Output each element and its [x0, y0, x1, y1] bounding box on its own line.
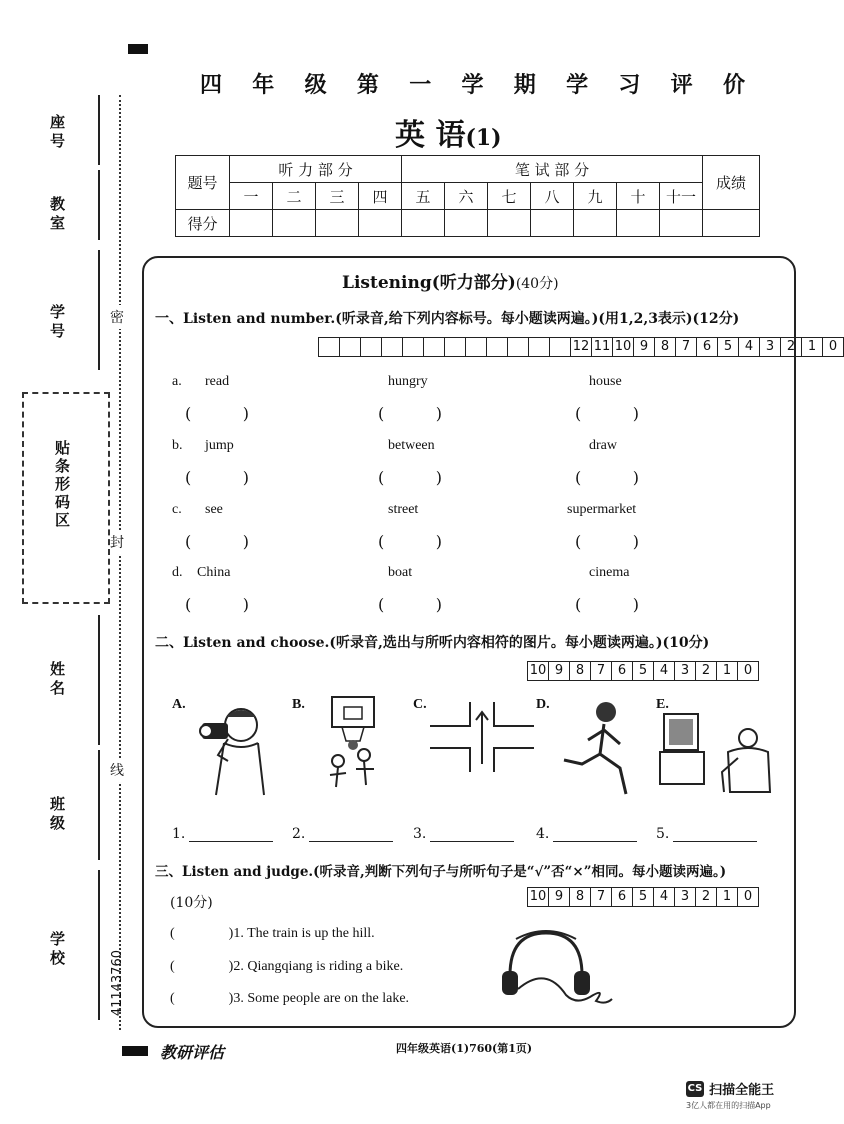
vocab-word: China	[197, 565, 231, 580]
answer-parentheses[interactable]	[378, 468, 442, 487]
score-box-cell[interactable]	[528, 338, 549, 356]
score-box-cell[interactable]: 6	[696, 338, 717, 356]
paren-close: )	[435, 404, 442, 423]
vocab-word: see	[205, 502, 223, 517]
score-box-cell[interactable]: 11	[591, 338, 612, 356]
section2-score-box	[527, 661, 759, 681]
vocab-word: street	[388, 502, 419, 517]
vocab-word: cinema	[589, 565, 630, 580]
vocab-word: between	[388, 438, 435, 453]
picture-boy-camera	[196, 695, 276, 795]
barcode-area-label: 贴条形码区	[53, 440, 71, 530]
paren-close: )	[242, 595, 249, 614]
score-box-cell[interactable]: 9	[548, 888, 569, 906]
answer-parentheses[interactable]	[378, 404, 442, 423]
student-no-line	[98, 250, 100, 370]
answer-parentheses[interactable]	[575, 532, 639, 551]
score-box-cell[interactable]: 7	[675, 338, 696, 356]
answer-parentheses[interactable]	[378, 532, 442, 551]
q-number: 四	[359, 183, 402, 210]
judge-paren: (	[170, 926, 175, 941]
scanner-watermark	[686, 1078, 774, 1111]
judge-paren: (	[170, 959, 175, 974]
score-box-cell[interactable]: 0	[737, 662, 758, 680]
paren-open: (	[575, 595, 582, 614]
answer-parentheses[interactable]	[575, 404, 639, 423]
paren-close: )	[632, 404, 639, 423]
subject-title	[395, 110, 502, 154]
room-line	[98, 170, 100, 240]
answer-parentheses[interactable]	[378, 595, 442, 614]
score-cell[interactable]	[316, 210, 359, 237]
seat-line	[98, 95, 100, 165]
score-box-cell[interactable]	[360, 338, 381, 356]
score-box-cell[interactable]: 5	[632, 888, 653, 906]
title-char: 年	[252, 72, 275, 98]
listening-title-text: Listening(听力部分)	[342, 273, 516, 293]
exam-title	[200, 68, 745, 99]
judge-text: )1. The train is up the hill.	[228, 926, 375, 941]
paren-open: (	[378, 532, 385, 551]
section1-title: 一、Listen and number.(听录音,给下列内容标号。每小题读两遍。)(用1,2,3表示)(12分)	[155, 311, 740, 327]
vocab-word: jump	[205, 438, 234, 453]
row-letter: d.	[172, 565, 183, 580]
score-box-cell[interactable]: 4	[738, 338, 759, 356]
name-line	[98, 615, 100, 745]
score-box-cell[interactable]	[423, 338, 444, 356]
paren-open: (	[378, 404, 385, 423]
school-line	[98, 870, 100, 1020]
title-char: 学	[566, 72, 589, 98]
score-box-cell[interactable]: 10	[529, 663, 547, 678]
subject-name: 英 语	[395, 118, 466, 153]
score-box-cell[interactable]: 3	[759, 338, 780, 356]
student-no-label: 学号	[48, 304, 66, 342]
picture-label-c: C.	[413, 697, 427, 712]
footer-mark	[122, 1046, 148, 1056]
score-box-cell[interactable]: 4	[653, 662, 674, 680]
registration-mark	[128, 44, 148, 54]
paren-close: )	[435, 595, 442, 614]
title-char: 一	[409, 72, 432, 98]
cut-feng: 封	[110, 530, 124, 554]
paren-open: (	[575, 404, 582, 423]
score-box-cell[interactable]: 4	[653, 888, 674, 906]
score-cell[interactable]	[488, 210, 531, 237]
paren-close: )	[632, 532, 639, 551]
title-char: 价	[722, 72, 745, 98]
answer-parentheses[interactable]	[185, 595, 249, 614]
answer-parentheses[interactable]	[185, 468, 249, 487]
q-number: 一	[230, 183, 273, 210]
vocab-word: hungry	[388, 374, 428, 389]
row-letter: c.	[172, 502, 182, 517]
picture-label-d: D.	[536, 697, 550, 712]
score-box-cell[interactable]: 5	[632, 662, 653, 680]
score-box-cell[interactable]: 8	[654, 338, 675, 356]
paren-open: (	[378, 468, 385, 487]
q-number: 六	[445, 183, 488, 210]
score-box-cell[interactable]	[319, 338, 339, 356]
score-box-cell[interactable]: 10	[529, 889, 547, 904]
score-box-cell[interactable]: 0	[737, 888, 758, 906]
score-box-cell[interactable]: 9	[548, 662, 569, 680]
vocab-word: boat	[388, 565, 413, 580]
score-box-cell[interactable]: 5	[717, 338, 738, 356]
vocab-word: supermarket	[567, 502, 637, 517]
score-box-cell[interactable]: 1	[801, 338, 822, 356]
score-row-label: 得分	[176, 210, 230, 237]
blank-number: 2.	[292, 826, 306, 842]
title-char: 四	[200, 72, 223, 98]
paren-open: (	[185, 404, 192, 423]
score-box-cell[interactable]: 6	[611, 662, 632, 680]
section1-score-box	[318, 337, 844, 357]
q-number: 十	[617, 183, 660, 210]
cut-line	[119, 95, 121, 1030]
score-box-cell[interactable]: 1	[716, 662, 737, 680]
score-cell[interactable]	[574, 210, 617, 237]
blank-number: 1.	[172, 826, 186, 842]
paren-open: (	[185, 595, 192, 614]
judge-item-3[interactable]	[170, 991, 409, 1007]
school-label: 学校	[48, 931, 66, 969]
scanner-logo: CS	[686, 1081, 704, 1097]
paren-close: )	[242, 468, 249, 487]
score-cell[interactable]	[617, 210, 660, 237]
paren-open: (	[185, 468, 192, 487]
total-score-cell[interactable]	[703, 210, 760, 237]
vocab-word: draw	[589, 438, 617, 453]
score-cell[interactable]	[445, 210, 488, 237]
total-header: 成绩	[703, 156, 760, 210]
score-box-cell[interactable]: 2	[695, 662, 716, 680]
score-box-cell[interactable]: 2	[780, 338, 801, 356]
answer-blank-1[interactable]	[172, 826, 273, 842]
paren-close: )	[242, 404, 249, 423]
answer-blank-3[interactable]	[413, 826, 514, 842]
picture-label-e: E.	[656, 697, 669, 712]
paren-close: )	[632, 468, 639, 487]
answer-blank-4[interactable]	[536, 826, 637, 842]
score-box-cell[interactable]	[486, 338, 507, 356]
blank-number: 4.	[536, 826, 550, 842]
row-letter: b.	[172, 438, 183, 453]
paren-open: (	[575, 532, 582, 551]
picture-crossroad	[430, 702, 534, 772]
paren-close: )	[435, 532, 442, 551]
paren-open: (	[378, 595, 385, 614]
cut-mi: 密	[110, 305, 124, 329]
score-box-cell[interactable]: 6	[611, 888, 632, 906]
q-number: 十一	[660, 183, 703, 210]
room-label: 教室	[48, 196, 66, 234]
picture-runner	[560, 698, 640, 798]
section3-score-box	[527, 887, 759, 907]
serial-number: 41143760	[110, 950, 125, 1017]
score-cell[interactable]	[531, 210, 574, 237]
footer-page-info: 四年级英语(1)760(第1页)	[396, 1042, 533, 1055]
cut-xian: 线	[110, 758, 124, 782]
answer-parentheses[interactable]	[575, 468, 639, 487]
q-number: 七	[488, 183, 531, 210]
paren-close: )	[435, 468, 442, 487]
title-char: 习	[618, 72, 641, 98]
picture-watching-tv	[656, 708, 776, 798]
q-number: 八	[531, 183, 574, 210]
headphones-icon	[496, 925, 616, 1007]
score-cell[interactable]	[402, 210, 445, 237]
q-number: 二	[273, 183, 316, 210]
answer-blank-2[interactable]	[292, 826, 393, 842]
title-char: 第	[356, 72, 379, 98]
footer-publisher: 教研评估	[160, 1043, 225, 1062]
picture-label-b: B.	[292, 697, 305, 712]
scanner-tagline: 3亿人都在用的扫描App	[686, 1101, 771, 1110]
q-number: 五	[402, 183, 445, 210]
score-box-cell[interactable]	[444, 338, 465, 356]
score-box-cell[interactable]	[339, 338, 360, 356]
score-box-cell[interactable]: 0	[822, 338, 843, 356]
score-cell[interactable]	[359, 210, 402, 237]
class-label: 班级	[48, 796, 66, 834]
score-box-cell[interactable]: 7	[590, 888, 611, 906]
score-box-cell[interactable]	[507, 338, 528, 356]
vocab-word: read	[205, 374, 230, 389]
judge-text: )2. Qiangqiang is riding a bike.	[228, 959, 404, 974]
judge-item-2[interactable]	[170, 959, 403, 975]
judge-paren: (	[170, 991, 175, 1006]
score-box-cell[interactable]	[549, 338, 570, 356]
score-box-cell[interactable]: 2	[695, 888, 716, 906]
score-box-cell[interactable]: 12	[570, 338, 591, 356]
score-box-cell[interactable]: 7	[590, 662, 611, 680]
picture-basketball	[318, 695, 388, 805]
score-box-cell[interactable]: 1	[716, 888, 737, 906]
section3-title: 三、Listen and judge.(听录音,判断下列句子与所听句子是“√”否“×”相同。每小题读两遍。)	[155, 864, 727, 880]
seat-label: 座号	[48, 114, 66, 152]
blank-number: 5.	[656, 826, 670, 842]
listening-title	[342, 268, 559, 293]
score-box-cell[interactable]: 8	[569, 888, 590, 906]
q-number: 九	[574, 183, 617, 210]
score-cell[interactable]	[230, 210, 273, 237]
paren-close: )	[632, 595, 639, 614]
score-box-cell[interactable]	[402, 338, 423, 356]
score-box-cell[interactable]: 3	[674, 888, 695, 906]
q-number: 三	[316, 183, 359, 210]
question-no-header: 题号	[176, 156, 230, 210]
answer-parentheses[interactable]	[185, 404, 249, 423]
class-line	[98, 750, 100, 860]
score-cell[interactable]	[273, 210, 316, 237]
row-letter: a.	[172, 374, 182, 389]
score-box-cell[interactable]: 10	[612, 338, 633, 356]
judge-item-1[interactable]	[170, 926, 375, 942]
section2-title: 二、Listen and choose.(听录音,选出与所听内容相符的图片。每小题读两遍。)(10分)	[155, 635, 710, 651]
score-box-cell[interactable]: 9	[633, 338, 654, 356]
picture-label-a: A.	[172, 697, 186, 712]
answer-parentheses[interactable]	[185, 532, 249, 551]
score-cell[interactable]	[660, 210, 703, 237]
title-char: 评	[670, 72, 693, 98]
blank-number: 3.	[413, 826, 427, 842]
scanner-name: 扫描全能王	[709, 1083, 775, 1098]
score-box-cell[interactable]: 3	[674, 662, 695, 680]
name-label: 姓名	[48, 661, 66, 699]
writing-header: 笔 试 部 分	[402, 156, 703, 183]
paren-open: (	[575, 468, 582, 487]
title-char: 期	[513, 72, 536, 98]
listening-points: (40分)	[515, 276, 559, 292]
score-box-cell[interactable]	[465, 338, 486, 356]
subject-number: (1)	[465, 125, 502, 151]
vocab-word: house	[589, 374, 622, 389]
title-char: 级	[304, 72, 327, 98]
score-box-cell[interactable]: 8	[569, 662, 590, 680]
score-table	[175, 155, 760, 237]
section3-points: (10分)	[170, 895, 213, 911]
listening-header: 听 力 部 分	[230, 156, 402, 183]
judge-text: )3. Some people are on the lake.	[228, 991, 410, 1006]
answer-parentheses[interactable]	[575, 595, 639, 614]
score-box-cell[interactable]	[381, 338, 402, 356]
paren-open: (	[185, 532, 192, 551]
title-char: 学	[461, 72, 484, 98]
answer-blank-5[interactable]	[656, 826, 757, 842]
paren-close: )	[242, 532, 249, 551]
